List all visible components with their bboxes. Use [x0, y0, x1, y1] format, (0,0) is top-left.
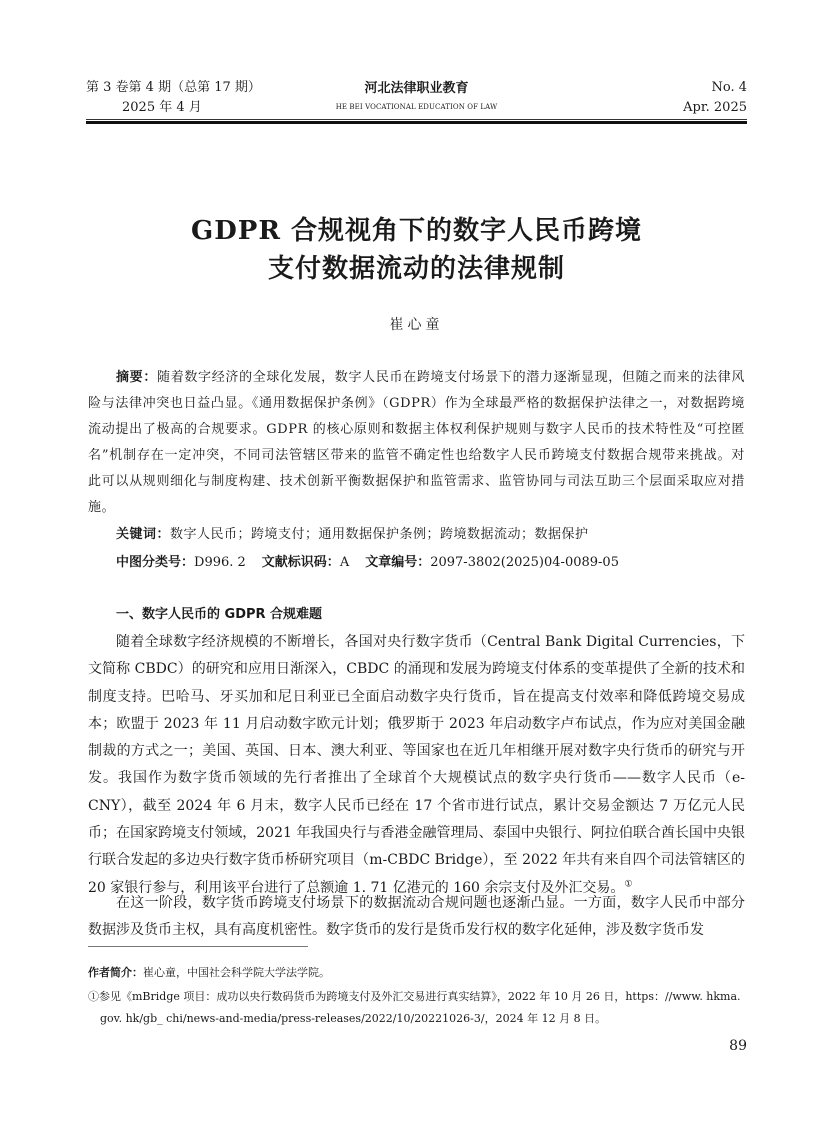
- header-rule-thick: [86, 121, 747, 124]
- footnote-ref[interactable]: ①: [624, 879, 633, 890]
- issue-date-en: Apr. 2025: [683, 100, 747, 115]
- body-paragraph-2: [88, 890, 745, 945]
- body-paragraph-1: [88, 629, 745, 902]
- clc-value: D996. 2: [194, 555, 246, 570]
- paragraph-2-text: 在这一阶段，数字货币跨境支付场景下的数据流动合规问题也逐渐凸显。一方面，数字人民币中部分数据涉及货币主权，具有高度机密性。数字货币的发行是货币发行权的数字化延伸，涉及数字货币发: [88, 895, 745, 939]
- footnote-rule: [88, 946, 308, 947]
- doc-code-value: A: [339, 555, 350, 570]
- section-heading: 一、数字人民币的 GDPR 合规难题: [116, 607, 323, 622]
- article-title: [90, 212, 743, 288]
- article-number-label: 文章编号：: [365, 555, 431, 570]
- keywords: [116, 524, 589, 546]
- journal-volume-info: [86, 78, 286, 118]
- clc-label: 中图分类号：: [116, 555, 195, 570]
- journal-name-cn: 河北法律职业教育: [364, 81, 469, 96]
- title-line-1: GDPR 合规视角下的数字人民币跨境: [191, 216, 642, 246]
- issue-number: No. 4: [711, 80, 747, 95]
- page-number: 89: [729, 1038, 747, 1054]
- author-bio: [88, 962, 745, 984]
- author-bio-label: 作者简介：: [88, 966, 143, 979]
- keywords-label: 关键词：: [116, 527, 171, 542]
- footnote-1: ①参见《mBridge 项目：成功以央行数码货币为跨境支付及外汇交易进行真实结算》，2022 年 10 月 26 日，https：//www. hkma. gov. hk/gb_ chi/news-and-media/press-releases/2022/10/20221026-3/，2024 年 12 月 8 日。: [88, 990, 741, 1025]
- doc-code-label: 文献标识码：: [261, 555, 340, 570]
- volume-issue: 第 3 卷第 4 期（总第 17 期）: [86, 80, 261, 95]
- journal-name-en: HE BEI VOCATIONAL EDUCATION OF LAW: [335, 103, 498, 111]
- classification-info: [116, 552, 619, 574]
- issue-date-cn: 2025 年 4 月: [122, 100, 202, 115]
- paragraph-1-text: 随着全球数字经济规模的不断增长，各国对央行数字货币（Central Bank Digital Currencies，下文简称 CBDC）的研究和应用日渐深入，CBDC 的涌现和发展为跨境支付体系的变革提供了全新的技术和制度支持。巴哈马、牙买加和尼日利亚已全面启动数字央行货币，旨在提高支付效率和降低跨境交易成本；欧盟于 2023 年 11 月启动数字欧元计划；俄罗斯于 2023 年启动数字卢布试点，作为应对美国金融制裁的方式之一；美国、英国、日本、澳大利亚、等国家也在近几年相继开展对数字央行货币的研究与开发。我国作为数字货币领域的先行者推出了全球首个大规模试点的数字央行货币——数字人民币（e-CNY），截至 2024 年 6 月末，数字人民币已经在 17 个省市进行试点，累计交易金额达 7 万亿元人民币；在国家跨境支付领域，2021 年我国央行与香港金融管理局、泰国中央银行、阿拉伯联合酋长国中央银行联合发起的多边央行数字货币桥研究项目（m-CBDC Bridge），至 2022 年共有来自四个司法管辖区的 20 家银行参与，利用该平台进行了总额逾 1. 71 亿港元的 160 余宗支付及外汇交易。: [88, 634, 745, 896]
- article-number-value: 2097-3802(2025)04-0089-05: [430, 555, 619, 570]
- keywords-text: 数字人民币；跨境支付；通用数据保护条例；跨境数据流动；数据保护: [170, 527, 589, 542]
- author-name: 崔心童: [389, 317, 444, 333]
- title-line-2: 支付数据流动的法律规制: [267, 254, 565, 284]
- abstract-text: 随着数字经济的全球化发展，数字人民币在跨境支付场景下的潜力逐渐显现，但随之而来的法律风险与法律冲突也日益凸显。《通用数据保护条例》（GDPR）作为全球最严格的数据保护法律之一，对数据跨境流动提出了极高的合规要求。GDPR 的核心原则和数据主体权利保护规则与数字人民币的技术特性及“可控匿名”机制存在一定冲突，不同司法管辖区带来的监管不确定性也给数字人民币跨境支付数据合规带来挑战。对此可以从规则细化与制度构建、技术创新平衡数据保护和监管需求、监管协同与司法互助三个层面采取应对措施。: [88, 370, 745, 515]
- issue-info: [683, 78, 747, 118]
- abstract-label: 摘要：: [116, 370, 158, 385]
- header-rule-thin: [86, 119, 747, 120]
- author-bio-text: 崔心童，中国社会科学院大学法学院。: [143, 966, 330, 979]
- abstract: [88, 365, 745, 521]
- journal-name: [300, 80, 533, 114]
